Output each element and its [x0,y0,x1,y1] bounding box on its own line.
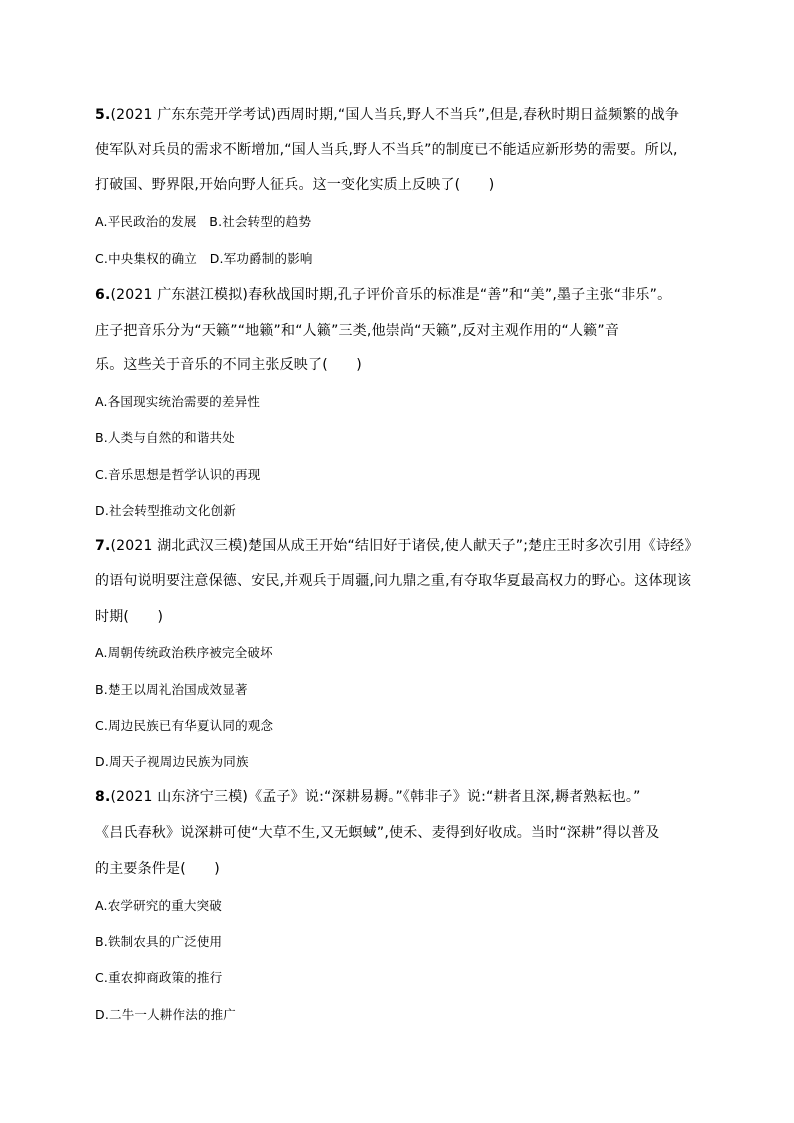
question-5-text-1: (2021 广东东莞开学考试)西周时期,“国人当兵,野人不当兵”,但是,春秋时期日益频繁的战争 [110,107,680,123]
question-5-line-3: 打破国、野界限,开始向野人征兵。这一变化实质上反映了( ) [95,177,495,193]
question-5-line-1 [95,106,679,124]
question-6-option-d: D.社会转型推动文化创新 [95,503,236,518]
question-7-number: 7. [95,538,111,554]
question-6-option-c: C.音乐思想是哲学认识的再现 [95,467,261,482]
question-6-option-b: B.人类与自然的和谐共处 [95,430,235,445]
question-6-line-1 [95,286,671,304]
question-6-line-3: 乐。这些关于音乐的不同主张反映了( ) [95,357,362,373]
question-8-line-3: 的主要条件是( ) [95,861,220,877]
question-7-option-d: D.周天子视周边民族为同族 [95,754,249,769]
question-5-number: 5. [95,107,111,123]
question-7-text-1: (2021 湖北武汉三模)楚国从成王开始“结旧好于诸侯,使人献天子”;楚庄王时多次引用《诗经》 [110,538,699,554]
question-8-option-d: D.二牛一人耕作法的推广 [95,1007,236,1022]
question-7-option-c: C.周边民族已有华夏认同的观念 [95,718,274,733]
question-7-line-2: 的语句说明要注意保德、安民,并观兵于周疆,问九鼎之重,有夺取华夏最高权力的野心。这体现该 [95,573,692,589]
question-7-option-b: B.楚王以周礼治国成效显著 [95,682,248,697]
question-8-option-a: A.农学研究的重大突破 [95,898,223,913]
question-8-line-2: 《吕氏春秋》说深耕可使“大草不生,又无螟蜮”,使禾、麦得到好收成。当时“深耕”得以普及 [95,825,660,841]
question-6-line-2: 庄子把音乐分为“天籁”“地籁”和“人籁”三类,他崇尚“天籁”,反对主观作用的“人籁”音 [95,323,620,339]
question-6-text-1: (2021 广东湛江模拟)春秋战国时期,孔子评价音乐的标准是“善”和“美”,墨子主张“非乐”。 [110,287,672,303]
question-8-number: 8. [95,789,111,805]
question-5-options-cd: C.中央集权的确立 D.军功爵制的影响 [95,251,313,266]
question-5-options-ab: A.平民政治的发展 B.社会转型的趋势 [95,214,312,229]
question-8-text-1: (2021 山东济宁三模)《孟子》说:“深耕易耨。”《韩非子》说:“耕者且深,耨者熟耘也。” [110,789,641,805]
question-7-line-1 [95,537,699,555]
question-5-line-2: 使军队对兵员的需求不断增加,“国人当兵,野人不当兵”的制度已不能适应新形势的需要。所以, [95,142,678,158]
question-7-line-3: 时期( ) [95,609,164,625]
question-6-number: 6. [95,287,111,303]
question-8-line-1 [95,788,641,806]
question-6-option-a: A.各国现实统治需要的差异性 [95,394,261,409]
question-8-option-c: C.重农抑商政策的推行 [95,970,223,985]
question-7-option-a: A.周朝传统政治秩序被完全破坏 [95,645,273,660]
question-8-option-b: B.铁制农具的广泛使用 [95,934,223,949]
